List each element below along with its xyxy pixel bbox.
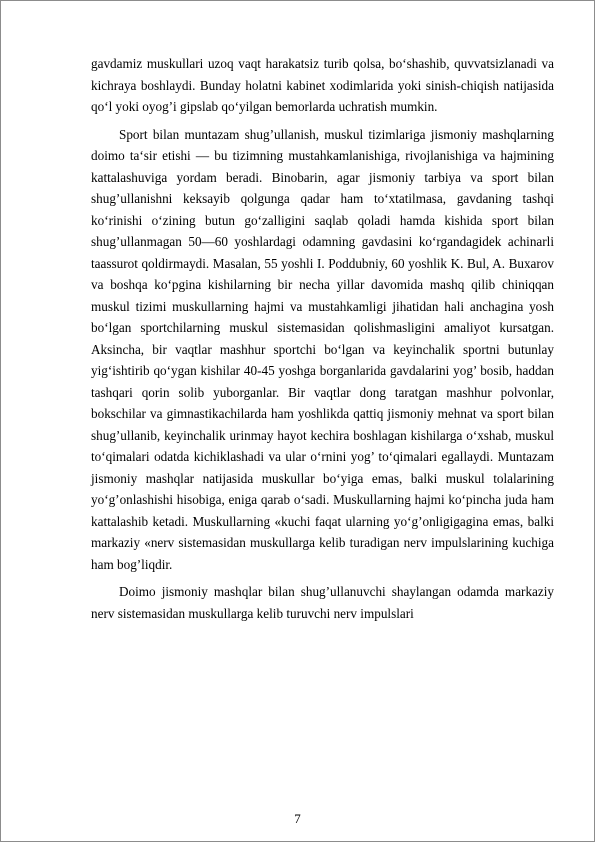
page-number: 7 — [294, 811, 301, 826]
paragraph-3: Doimo jismoniy mashqlar bilan shug’ullanuvchi shaylangan odamda markaziy nerv sistemasidan muskullarga kelib turuvchi nerv impulslari — [91, 584, 554, 621]
paragraph-1: gavdamiz muskullari uzoq vaqt harakatsiz turib qolsa, bo‘shashib, quvvatsizlanadi va kichraya boshlaydi. Bunday holatni kabinet xodimlarida yoki sinish-chiqish natijasida qo‘l yoki oyog’i gipslab qo‘yilgan bemorlarda uchratish mumkin. — [91, 56, 554, 114]
paragraph-2: Sport bilan muntazam shug’ullanish, muskul tizimlariga jismoniy mashqlarning doimo ta‘sir etishi — bu tizimning mustahkamlanishiga, rivojlanishiga va hajmining kattalashuviga yordam beradi. Binobarin, agar jismoniy tarbiya va sport bilan shug’ullanishni keksayib qolgunga qadar ham to‘xtatilmasa, gavdaning tashqi ko‘rinishi o‘zining butun go‘zalligini saqlab qoladi hamda kishida sport bilan shug’ullanmagan 50—60 yoshlardagi odamning gavdasini ko‘rgandagidek achinarli taassurot qoldirmaydi. Masalan, 55 yoshli I. Poddubniy, 60 yoshlik K. Bul, A. Buxarov va boshqa ko‘pgina kishilarning bir necha yillar davomida mashq qilib chiniqqan muskul tizimi muskullarning hajmi va mustahkamligi jihatidan hali anchagina yosh bo‘lgan sportchilarning muskul sistemasidan qolishmasligini amaliyot kursatgan. Aksincha, bir vaqtlar mashhur sportchi bo‘lgan va keyinchalik sportni butunlay yig‘ishtirib qo‘ygan kishilar 40-45 yoshga borganlarida gavdalarini yog’ bosib, haddan tashqari qorin solib yuborganlar. Bir vaqtlar dong taratgan mashhur polvonlar, bokschilar va gimnastikachilarda ham yoshlikda qattiq jismoniy mehnat va sport bilan shug’ullanib, keyinchalik urinmay hayot kechira boshlagan kishilarga o‘xshab, muskul to‘qimalari odatda kichiklashadi va ular o‘rnini yog’ to‘qimalari egallaydi. Muntazam jismoniy mashqlar natijasida muskullar bo‘yiga emas, balki muskul tolalarining yo‘g’onlashishi hisobiga, eniga qarab o‘sadi. Muskullarning hajmi ko‘pincha juda ham kattalashib ketadi. Muskullarning «kuchi faqat ularning yo‘g’onligigagina emas, balki markaziy «nerv sistemasidan muskullarga kelib turadigan nerv impulslarining kuchiga ham bog’liqdir. — [91, 126, 554, 572]
body-text — [91, 53, 554, 624]
